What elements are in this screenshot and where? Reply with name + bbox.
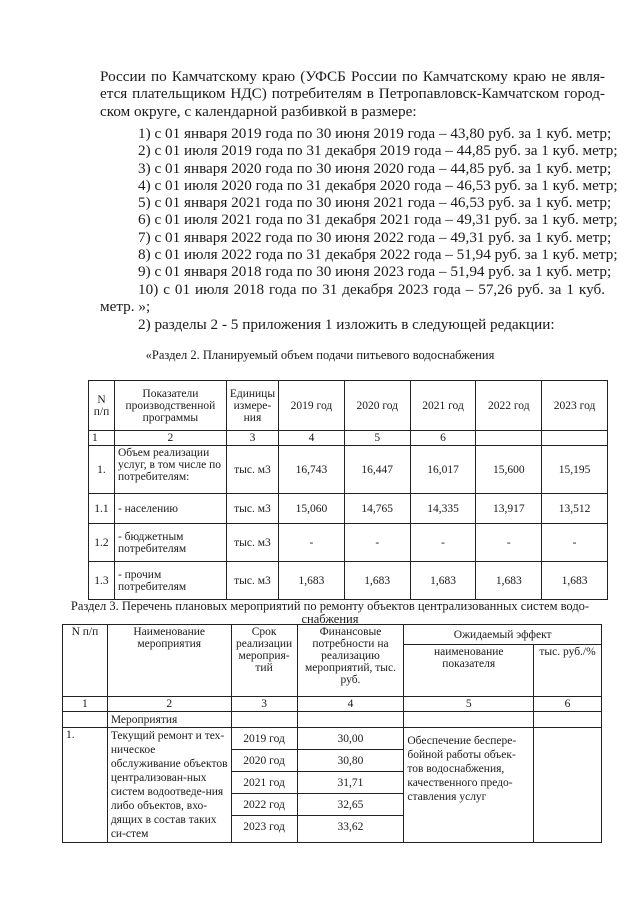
tariff-item: 2) с 01 июля 2019 года по 31 декабря 2019 года – 44,85 руб. за 1 куб. метр; <box>138 142 618 160</box>
col-number: 2 <box>114 431 226 446</box>
tariff-item: 6) с 01 июля 2021 года по 31 декабря 2021 года – 49,31 руб. за 1 куб. метр; <box>138 211 618 229</box>
header-cell: наименование показателя <box>404 645 534 697</box>
header-cell: Финансовые потребности на реализацию мероприятий, тыс. руб. <box>297 625 404 697</box>
table-row <box>89 494 608 524</box>
col-number: 1 <box>63 697 108 712</box>
value-cell: 13,917 <box>476 494 542 524</box>
indicator-cell: - населению <box>114 494 226 524</box>
header-cell: 2022 год <box>476 381 542 431</box>
tariff-item: 9) с 01 января 2018 года по 30 июня 2023 года – 51,94 руб. за 1 куб. метр; <box>138 263 612 281</box>
value-cell: - <box>542 524 608 562</box>
header-cell: 2019 год <box>279 381 345 431</box>
col-number: 6 <box>410 431 476 446</box>
group-row <box>63 712 602 728</box>
tariff-list <box>100 125 618 334</box>
years-list <box>232 728 297 837</box>
unit-cell: тыс. м3 <box>226 494 278 524</box>
column-number-row <box>89 431 608 446</box>
row-number: 1.3 <box>89 562 115 600</box>
header-cell: 2020 год <box>344 381 410 431</box>
section3-table <box>62 624 602 843</box>
amount: 32,65 <box>298 794 404 816</box>
tariff-item-10-cont: метр. »; <box>100 297 151 315</box>
section3-caption: Раздел 3. Перечень плановых мероприятий по ремонту объектов централизованных систем водо-снабжения <box>70 599 590 626</box>
value-cell: - <box>410 524 476 562</box>
value-cell: 16,743 <box>279 446 345 494</box>
header-cell: 2021 год <box>410 381 476 431</box>
value-cell: 14,765 <box>344 494 410 524</box>
year: 2023 год <box>243 820 285 833</box>
header-cell: Срок реализации мероприя-тий <box>231 625 297 697</box>
value-cell: 1,683 <box>344 562 410 600</box>
tariff-item: 3) с 01 января 2020 года по 30 июня 2020 года – 44,85 руб. за 1 куб. метр; <box>138 159 612 177</box>
indicator-cell: - прочим потребителям <box>114 562 226 600</box>
year: 2019 год <box>232 728 297 750</box>
amount: 30,00 <box>298 728 404 750</box>
value-cell: 15,195 <box>542 446 608 494</box>
col-number: 1 <box>89 431 115 446</box>
table-header-row <box>63 625 602 645</box>
table-row <box>63 728 602 843</box>
value-cell: - <box>344 524 410 562</box>
tariff-item: 5) с 01 января 2021 года по 30 июня 2021 года – 46,53 руб. за 1 куб. метр; <box>138 194 612 212</box>
header-cell: 2023 год <box>542 381 608 431</box>
value-cell: 1,683 <box>542 562 608 600</box>
header-cell: Наименование мероприятия <box>107 625 231 697</box>
header-cell: тыс. руб./% <box>534 645 602 697</box>
value-cell: - <box>476 524 542 562</box>
amounts-list <box>298 728 404 837</box>
amendment-item-2: 2) разделы 2 - 5 приложения 1 изложить в следующей редакции: <box>138 316 555 334</box>
col-number: 5 <box>344 431 410 446</box>
col-number: 2 <box>107 697 231 712</box>
value-cell: 15,060 <box>279 494 345 524</box>
year: 2020 год <box>232 750 297 772</box>
tariff-item: 4) с 01 июля 2020 года по 31 декабря 2020 года – 46,53 руб. за 1 куб. метр; <box>138 176 618 194</box>
value-cell: 16,447 <box>344 446 410 494</box>
unit-cell: тыс. м3 <box>226 524 278 562</box>
amount: 31,71 <box>298 772 404 794</box>
value-cell: 16,017 <box>410 446 476 494</box>
table-row <box>89 524 608 562</box>
col-number: 5 <box>404 697 534 712</box>
unit-cell: тыс. м3 <box>226 562 278 600</box>
header-cell: Показатели производственной программы <box>114 381 226 431</box>
col-number: 4 <box>297 697 404 712</box>
indicator-cell: - бюджетным потребителям <box>114 524 226 562</box>
year: 2021 год <box>232 772 297 794</box>
header-cell: Единицы измере-ния <box>226 381 278 431</box>
indicator-cell: Объем реализации услуг, в том числе по потребителям: <box>114 446 226 494</box>
value-cell: 1,683 <box>410 562 476 600</box>
value-cell: 14,335 <box>410 494 476 524</box>
activity-name: Текущий ремонт и тех-ническое обслуживание объектов централизован-ных систем водоотведе-ния либо объектов, вхо-дящих в состав таких си-стем <box>107 728 231 843</box>
header-cell: N п/п <box>63 625 108 697</box>
col-number: 6 <box>534 697 602 712</box>
group-label: Мероприятия <box>107 712 231 728</box>
section2-table <box>88 380 608 600</box>
row-number: 1. <box>89 446 115 494</box>
intro-text: России по Камчатскому краю (УФСБ России по Камчатскому краю не явля-ется плательщиком НДС) потребителям в Петропавловск-Камчатском город-ском округе, с календарной разбивкой в размере: <box>100 68 605 120</box>
amount: 30,80 <box>298 750 404 772</box>
intro-paragraph <box>100 68 605 120</box>
col-number: 4 <box>279 431 345 446</box>
value-cell: 1,683 <box>476 562 542 600</box>
tariff-item-10: 10) с 01 июля 2018 года по 31 декабря 2023 года – 57,26 руб. за 1 куб. <box>138 280 605 298</box>
unit-cell: тыс. м3 <box>226 446 278 494</box>
header-cell: N п/п <box>89 381 115 431</box>
col-number: 3 <box>226 431 278 446</box>
value-cell: 13,512 <box>542 494 608 524</box>
row-number: 1. <box>63 728 108 843</box>
tariff-item: 8) с 01 июля 2022 года по 31 декабря 2022 года – 51,94 руб. за 1 куб. метр; <box>138 246 618 264</box>
column-number-row <box>63 697 602 712</box>
section2-caption: «Раздел 2. Планируемый объем подачи питьевого водоснабжения <box>145 348 495 362</box>
value-cell: - <box>279 524 345 562</box>
value-cell: 1,683 <box>279 562 345 600</box>
amount: 33,62 <box>337 820 364 833</box>
value-cell: 15,600 <box>476 446 542 494</box>
row-number: 1.1 <box>89 494 115 524</box>
header-cell: Ожидаемый эффект <box>404 625 602 645</box>
tariff-item: 7) с 01 января 2022 года по 30 июня 2022 года – 49,31 руб. за 1 куб. метр; <box>138 228 612 246</box>
table-row <box>89 562 608 600</box>
table-row <box>89 446 608 494</box>
tariff-item: 1) с 01 января 2019 года по 30 июня 2019 года – 43,80 руб. за 1 куб. метр; <box>138 125 612 142</box>
effect-text: Обеспечение беспере-бойной работы объек-тов водоснабжения, качественного предо-ставления услуг <box>404 728 534 843</box>
amounts-cell <box>297 728 404 843</box>
years-cell <box>231 728 297 843</box>
row-number: 1.2 <box>89 524 115 562</box>
table-header-row <box>89 381 608 431</box>
year: 2022 год <box>232 794 297 816</box>
col-number: 3 <box>231 697 297 712</box>
